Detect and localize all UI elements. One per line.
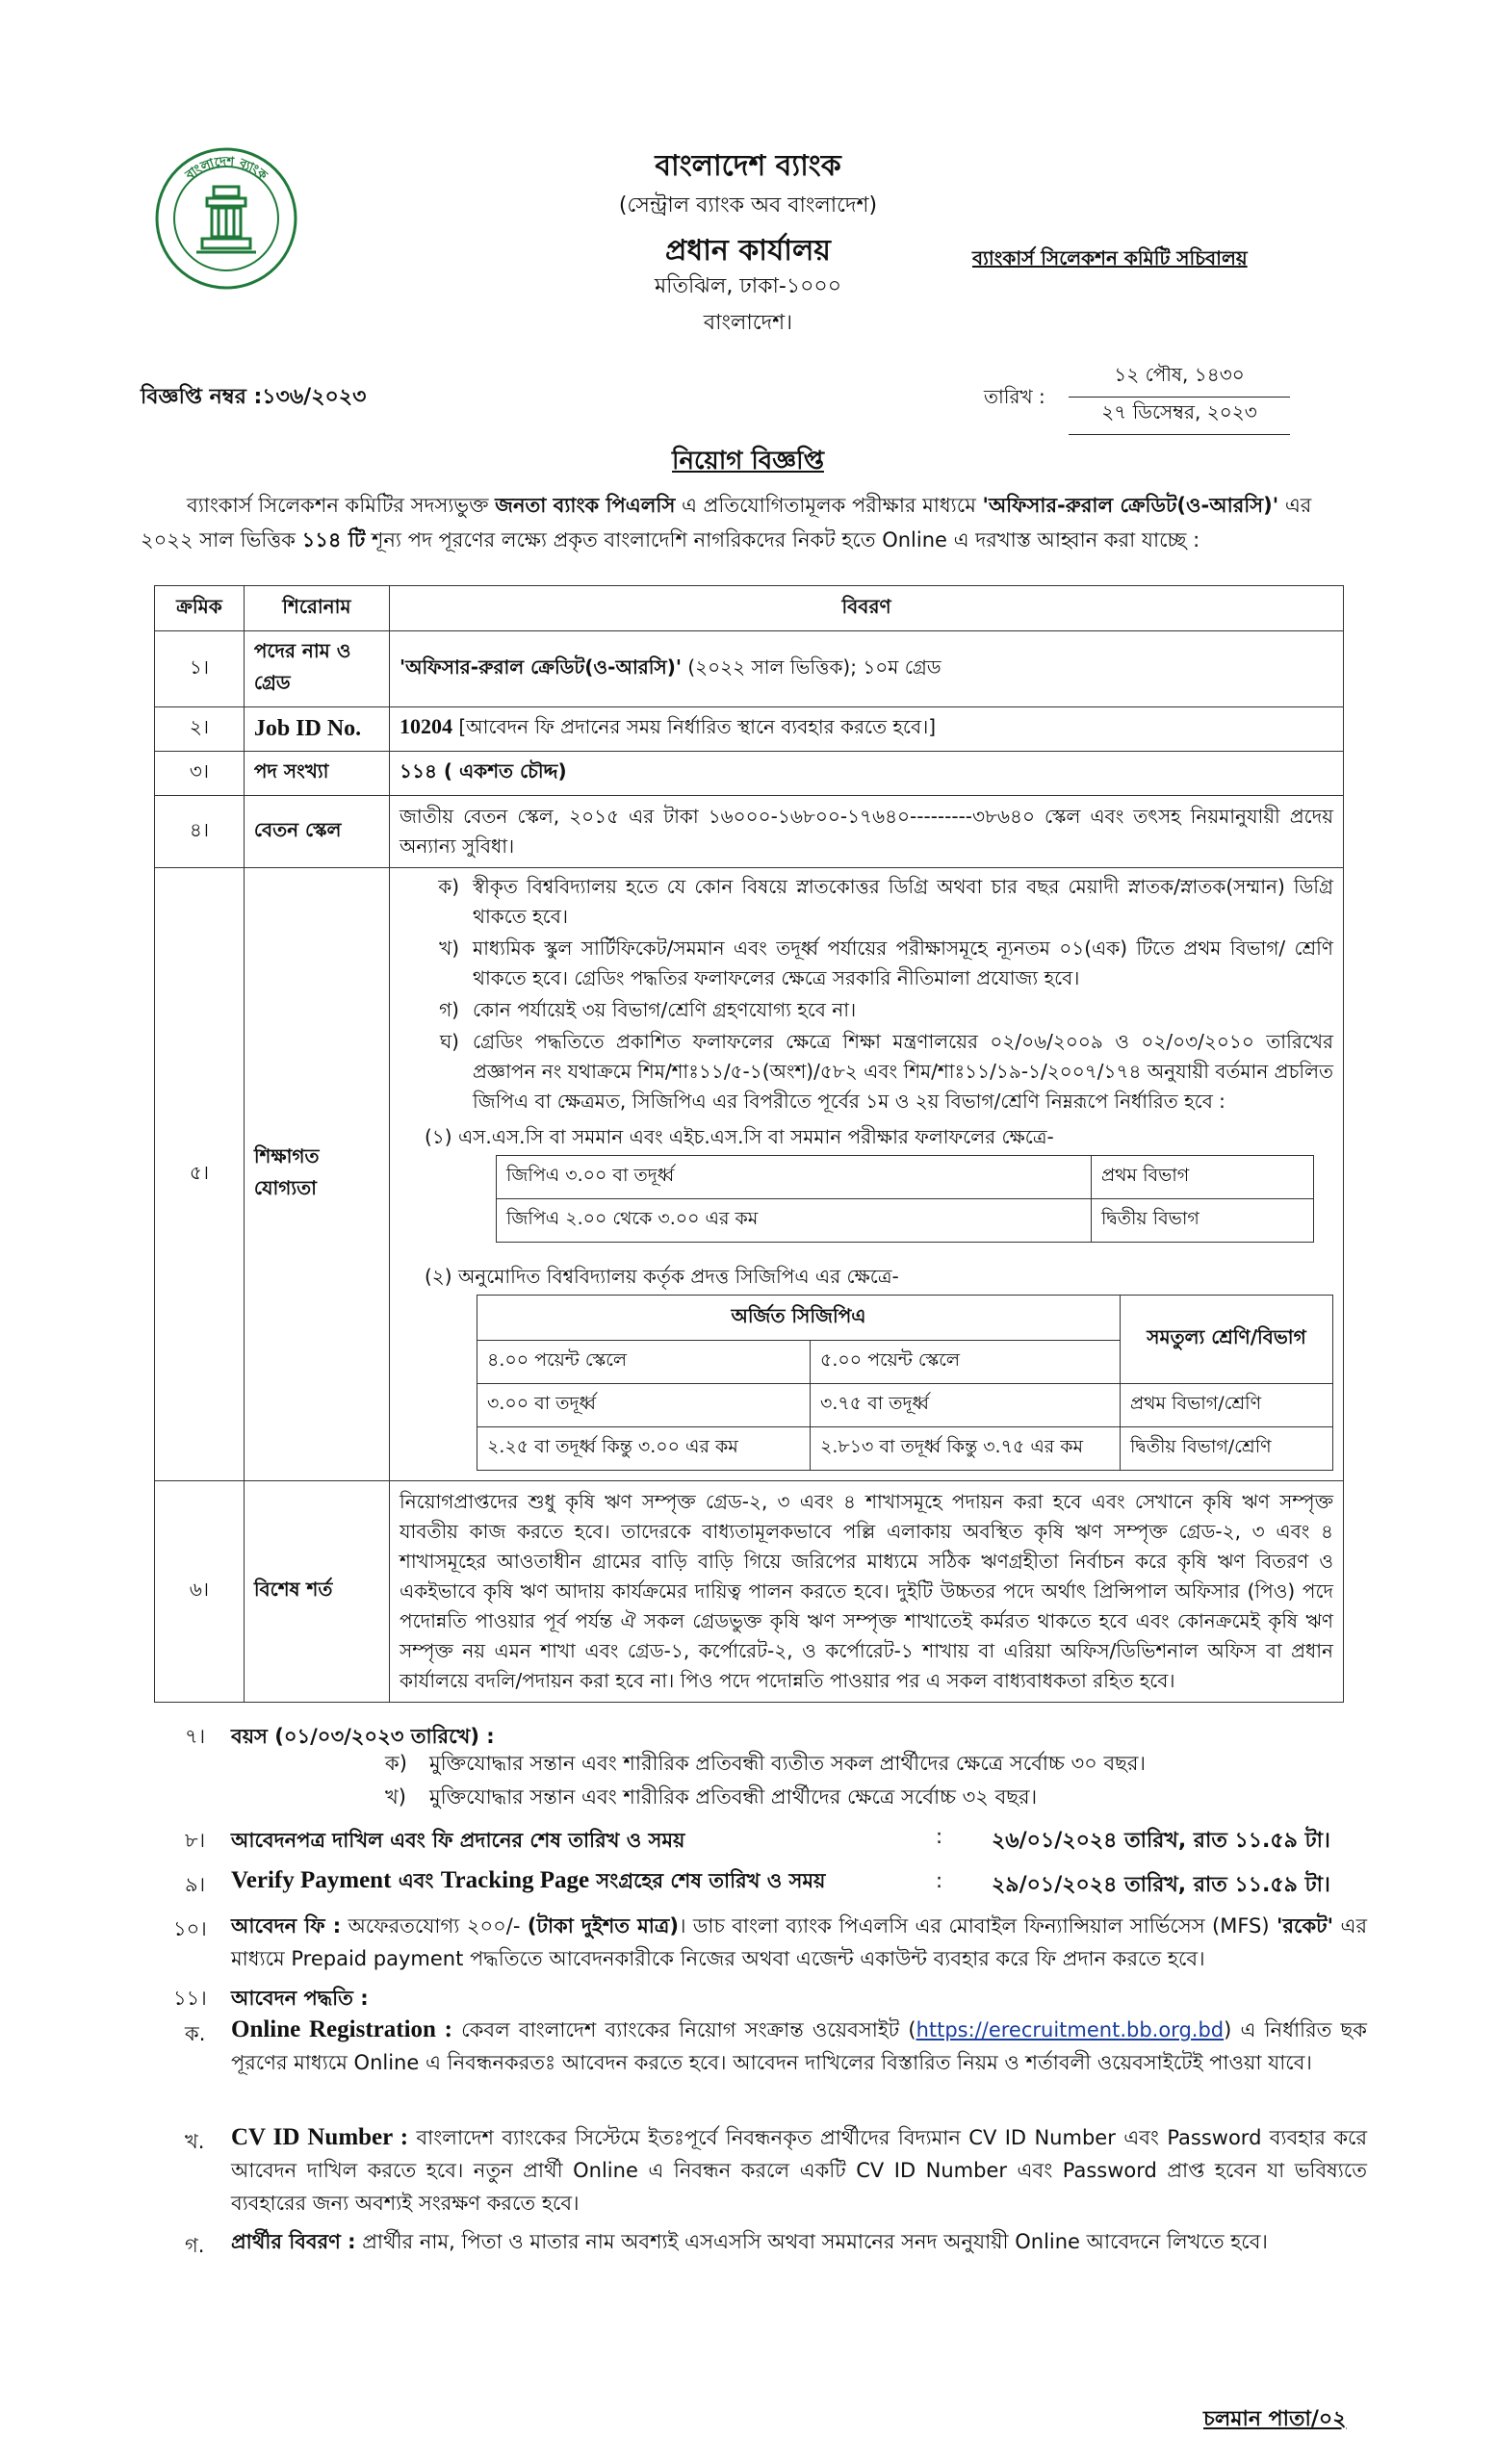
intro-paragraph [141,488,1363,557]
list-item [400,872,1333,932]
notice-number: বিজ্ঞপ্তি নম্বর :১৩৬/২০২৩ [141,385,367,409]
method-a-text-1: কেবল বাংলাদেশ ব্যাংকের নিয়োগ সংক্রান্ত ওয়েবসাইট ( [452,2018,916,2041]
deadline-apply-label: আবেদনপত্র দাখিল এবং ফি প্রদানের শেষ তারিখ ও সময় [231,1829,685,1852]
row-serial: ৬। [155,1481,245,1703]
fee-text-3: । ডাচ বাংলা ব্যাংক পিএলসি এর মোবাইল ফিন্যান্সিয়াল সার্ভিসেস (MFS) [678,1914,1277,1938]
post-grade: (২০২২ সাল ভিত্তিক); ১০ম গ্রেড [681,654,941,679]
age-text-b: মুক্তিযোদ্ধার সন্তান এবং শারীরিক প্রতিবন্ধী প্রার্থীদের ক্ষেত্রে সর্বোচ্চ ৩২ বছর। [429,1785,1038,1809]
table-header-row [155,586,1344,631]
fee-amount-words: (টাকা দুইশত মাত্র) [527,1914,679,1938]
row-value: জাতীয় বেতন স্কেল, ২০১৫ এর টাকা ১৬০০০-১৬৮০০-১৭৬৪০---------৩৮৬৪০ স্কেল এবং তৎসহ নিয়মানুযায়ী প্রদেয় অন্যান্য সুবিধা। [390,796,1344,868]
row-value [390,868,1344,1481]
row-value [390,707,1344,752]
verify-label-en-1: Verify Payment [231,1867,392,1893]
list-item [400,995,1333,1025]
item-mark: ঘ) [439,1030,459,1053]
fee-paragraph [231,1910,1367,1975]
gpa-range: জিপিএ ২.০০ থেকে ৩.০০ এর কম [497,1199,1092,1243]
deadline-verify-label [231,1865,825,1899]
cgpa-division: প্রথম বিভাগ/শ্রেণি [1121,1384,1333,1427]
cgpa-division: দ্বিতীয় বিভাগ/শ্রেণি [1121,1427,1333,1471]
cgpa-header-equivalent: সমতুল্য শ্রেণি/বিভাগ [1121,1296,1333,1384]
row-value: নিয়োগপ্রাপ্তদের শুধু কৃষি ঋণ সম্পৃক্ত গ্রেড-২, ৩ এবং ৪ শাখাসমূহে পদায়ন করা হবে এবং সেখানে কৃষি ঋণ সম্পৃক্ত যাবতীয় কাজ করতে হবে। তাদেরকে বাধ্যতামূলকভাবে পল্লি এলাকায় অবস্থিত কৃষি ঋণ সম্পৃক্ত গ্রেড-২, ৩ এবং ৪ শাখাসমূহের আওতাধীন গ্রামের বাড়ি বাড়ি গিয়ে জরিপের মাধ্যমে সঠিক ঋণগ্রহীতা নির্বাচন করে কৃষি ঋণ বিতরণ ও একইভাবে কৃষি ঋণ আদায় কার্যক্রমের দায়িত্ব পালন করতে হবে। দুইটি উচ্চতর পদে অর্থাৎ প্রিন্সিপাল অফিসার (পিও) পদে পদোন্নতি পাওয়ার পূর্ব পর্যন্ত ঐ সকল গ্রেডভুক্ত কৃষি ঋণ সম্পৃক্ত শাখাতেই কর্মরত থাকতে হবে এবং কোনক্রমেই কৃষি ঋণ সম্পৃক্ত নয় এমন শাখা এবং গ্রেড-১, কর্পোরেট-২, ও কর্পোরেট-১ শাখায় বা এরিয়া অফিস/ডিভিশনাল অফিস বা প্রধান কার্যালয়ে বদলি/পদায়ন করা হবে না। পিও পদে পদোন্নতি পাওয়ার পর এ সকল বাধ্যবাধকতা রহিত হবে। [390,1481,1344,1703]
table-row [477,1427,1333,1471]
date-label: তারিখ : [984,385,1045,408]
date-bangla: ১২ পৌষ, ১৪৩০ [1069,361,1290,398]
continued-page-label: চলমান পাতা/০২ [1203,2407,1347,2431]
table-row [155,796,1344,868]
deadline-verify-colon: : [936,1869,943,1892]
deadline-verify-number: ৯। [185,1873,206,1896]
age-mark-a: ক) [385,1752,407,1775]
row-title: পদ সংখ্যা [244,752,389,796]
gpa-division: প্রথম বিভাগ [1092,1156,1314,1199]
ssc-heading: (১) এস.এস.সি বা সমমান এবং এইচ.এস.সি বা সমমান পরীক্ষার ফলাফলের ক্ষেত্রে- [425,1125,1054,1148]
table-row [477,1296,1333,1341]
item-text: স্বীকৃত বিশ্ববিদ্যালয় হতে যে কোন বিষয়ে স্নাতকোত্তর ডিগ্রি অথবা চার বছর মেয়াদী স্নাতক/স্নাতক(সম্মান) ডিগ্রি থাকতে হবে। [473,875,1333,928]
intro-text-4: শূন্য পদ পূরণের লক্ষ্যে প্রকৃত বাংলাদেশি নাগরিকদের নিকট হতে Online এ দরখাস্ত আহ্বান করা যাচ্ছে : [365,528,1200,552]
fee-text-5: এর মাধ্যমে Prepaid payment পদ্ধতিতে আবেদনকারীকে নিজের অথবা এজেন্ট একাউন্ট ব্যবহার করে ফি প্রদান করতে হবে। [231,1914,1368,1970]
cgpa-header-earned: অর্জিত সিজিপিএ [477,1296,1121,1341]
deadline-apply-number: ৮। [185,1829,206,1852]
row-title: বেতন স্কেল [244,796,389,868]
table-row [155,1481,1344,1703]
intro-bank: জনতা ব্যাংক পিএলসি [495,494,676,517]
job-id-note: [আবেদন ফি প্রদানের সময় নির্ধারিত স্থানে ব্যবহার করতে হবে।] [452,715,937,738]
table-row [155,631,1344,707]
item-text: কোন পর্যায়েই ৩য় বিভাগ/শ্রেণি গ্রহণযোগ্য হবে না। [473,998,857,1021]
cgpa-s5: ২.৮১৩ বা তদূর্ধ্ব কিন্তু ৩.৭৫ এর কম [811,1427,1121,1471]
list-item [400,1027,1333,1116]
verify-label-en-2: Tracking Page [440,1867,590,1893]
job-details-table [154,585,1344,1703]
row-serial: ৩। [155,752,245,796]
date-english: ২৭ ডিসেম্বর, ২০২৩ [1069,398,1290,435]
age-number: ৭। [185,1725,206,1748]
deadline-verify-value: ২৯/০১/২০২৪ তারিখ, রাত ১১.৫৯ টা। [992,1873,1330,1897]
table-row [497,1156,1314,1199]
method-c-label: প্রার্থীর বিবরণ : [231,2230,356,2253]
gpa-division: দ্বিতীয় বিভাগ [1092,1199,1314,1243]
method-b-text: বাংলাদেশ ব্যাংকের সিস্টেমে ইতঃপূর্বে নিবন্ধনকৃত প্রার্থীদের বিদ্যমান CV ID Number এবং Password ব্যবহার করে আবেদন দাখিল করতে হবে। নতুন প্রার্থী Online এ নিবন্ধন করলে একটি CV ID Number এবং Password প্রাপ্ত হবেন যা ভবিষ্যতে ব্যবহারের জন্য অবশ্যই সংরক্ষণ করতে হবে। [231,2126,1367,2215]
notice-title: নিয়োগ বিজ্ঞপ্তি [672,447,824,475]
cgpa-table [477,1295,1333,1471]
verify-label-bn-1: এবং [391,1869,441,1892]
method-b-mark: খ. [185,2130,205,2153]
item-text: মাধ্যমিক স্কুল সার্টিফিকেট/সমমান এবং তদূর্ধ্ব পর্যায়ের পরীক্ষাসমূহে ন্যূনতম ০১(এক) টিতে প্রথম বিভাগ/ শ্রেণি থাকতে হবে। গ্রেডিং পদ্ধতির ফলাফলের ক্ষেত্রে সরকারি নীতিমালা প্রযোজ্য হবে। [473,937,1333,989]
method-a-text-2: ) এ নির্ধারিত ছক পূরণের মাধ্যমে Online এ নিবন্ধনকরতঃ আবেদন করতে হবে। আবেদন দাখিলের বিস্তারিত নিয়ম ও শর্তাবলী ওয়েবসাইটেই পাওয়া যাবে। [231,2018,1367,2074]
cgpa-scale-4: ৪.০০ পয়েন্ট স্কেলে [477,1341,811,1384]
row-title: পদের নাম ও গ্রেড [244,631,389,707]
fee-number: ১০। [173,1917,207,1940]
office-country: বাংলাদেশ। [703,311,793,335]
cgpa-s5: ৩.৭৫ বা তদূর্ধ্ব [811,1384,1121,1427]
method-label: আবেদন পদ্ধতি : [231,1987,369,2010]
intro-text-3: এর ২০২২ সাল ভিত্তিক [141,494,1312,552]
table-row [477,1384,1333,1427]
fee-text-1: অফেরতযোগ্য ২০০/- [341,1914,528,1938]
cgpa-heading: (২) অনুমোদিত বিশ্ববিদ্যালয় কর্তৃক প্রদত্ত সিজিপিএ এর ক্ষেত্রে- [425,1265,899,1288]
header-title: শিরোনাম [244,586,389,631]
deadline-apply-colon: : [936,1825,943,1848]
method-b-paragraph [231,2121,1367,2220]
intro-count: ১১৪ টি [301,528,366,552]
item-mark: ক) [438,875,459,898]
intro-post: 'অফিসার-রুরাল ক্রেডিট(ও-আরসি)' [982,494,1279,517]
method-c-text: প্রার্থীর নাম, পিতা ও মাতার নাম অবশ্যই এসএসসি অথবা সমমানের সনদ অনুযায়ী Online আবেদনে লিখতে হবে। [355,2230,1268,2253]
secretariat-label: ব্যাংকার্স সিলেকশন কমিটি সচিবালয় [972,246,1248,270]
row-value: ১১৪ ( একশত চৌদ্দ) [390,752,1344,796]
row-value [390,631,1344,707]
intro-text-2: এ প্রতিযোগিতামূলক পরীক্ষার মাধ্যমে [675,494,983,517]
office-name: প্রধান কার্যালয় [665,234,831,268]
deadline-apply-value: ২৬/০১/২০২৪ তারিখ, রাত ১১.৫৯ টা। [992,1829,1330,1853]
row-title: বিশেষ শর্ত [244,1481,389,1703]
method-b-label: CV ID Number : [231,2124,409,2150]
org-name: বাংলাদেশ ব্যাংক [655,149,841,183]
cgpa-s4: ২.২৫ বা তদূর্ধ্ব কিন্তু ৩.০০ এর কম [477,1427,811,1471]
gpa-table [496,1155,1314,1243]
intro-text-1: ব্যাংকার্স সিলেকশন কমিটির সদস্যভুক্ত [187,494,496,517]
header-serial: ক্রমিক [155,586,245,631]
post-name: 'অফিসার-রুরাল ক্রেডিট(ও-আরসি)' [400,654,682,679]
method-c-mark: গ. [185,2234,205,2257]
header-description: বিবরণ [390,586,1344,631]
method-a-paragraph [231,2014,1367,2079]
bangladesh-bank-logo-icon [154,146,298,291]
table-row [497,1199,1314,1243]
item-text: গ্রেডিং পদ্ধতিতে প্রকাশিত ফলাফলের ক্ষেত্রে শিক্ষা মন্ত্রণালয়ের ০২/০৬/২০০৯ ও ০২/০৩/২০১০ তারিখের প্রজ্ঞাপন নং যথাক্রমে শিম/শাঃ১১/৫-১(অংশ)/৫৮২ এবং শিম/শাঃ১১/১৯-১/২০০৭/১৭৪ অনুযায়ী বর্তমান প্রচলিত জিপিএ বা ক্ষেত্রমত, সিজিপিএ এর বিপরীতে পূর্বের ১ম ও ২য় বিভাগ/শ্রেণি নিম্নরূপে নির্ধারিত হবে : [473,1030,1333,1113]
item-mark: গ) [439,998,459,1021]
row-title: Job ID No. [244,707,389,752]
age-label: বয়স (০১/০৩/২০২৩ তারিখে) : [231,1725,495,1748]
gpa-range: জিপিএ ৩.০০ বা তদূর্ধ্ব [497,1156,1092,1199]
method-a-label: Online Registration : [231,2016,452,2042]
age-mark-b: খ) [385,1785,406,1809]
fee-label: আবেদন ফি : [231,1914,342,1938]
table-row [155,752,1344,796]
job-id: 10204 [400,714,452,738]
cgpa-scale-5: ৫.০০ পয়েন্ট স্কেলে [811,1341,1121,1384]
row-serial: ২। [155,707,245,752]
item-mark: খ) [439,937,459,960]
table-row [155,707,1344,752]
method-number: ১১। [173,1987,207,2010]
cgpa-s4: ৩.০০ বা তদূর্ধ্ব [477,1384,811,1427]
method-c-paragraph [231,2225,1367,2258]
org-subtitle: (সেন্ট্রাল ব্যাংক অব বাংলাদেশ) [618,193,878,218]
row-title: শিক্ষাগত যোগ্যতা [244,868,389,1481]
table-row [155,868,1344,1481]
row-serial: ১। [155,631,245,707]
fee-rocket: 'রকেট' [1277,1914,1334,1938]
row-serial: ৪। [155,796,245,868]
method-a-mark: ক. [185,2022,206,2045]
office-address: মতিঝিল, ঢাকা-১০০০ [654,274,842,298]
qualification-list [400,872,1333,1116]
row-serial: ৫। [155,868,245,1481]
svg-text:বাংলাদেশ ব্যাংক: বাংলাদেশ ব্যাংক [183,154,271,184]
list-item [400,934,1333,993]
age-text-a: মুক্তিযোদ্ধার সন্তান এবং শারীরিক প্রতিবন্ধী ব্যতীত সকল প্রার্থীদের ক্ষেত্রে সর্বোচ্চ ৩০ বছর। [429,1752,1146,1775]
verify-label-bn-2: সংগ্রহের শেষ তারিখ ও সময় [589,1869,826,1892]
erecruitment-link[interactable]: https://erecruitment.bb.org.bd [916,2018,1225,2041]
